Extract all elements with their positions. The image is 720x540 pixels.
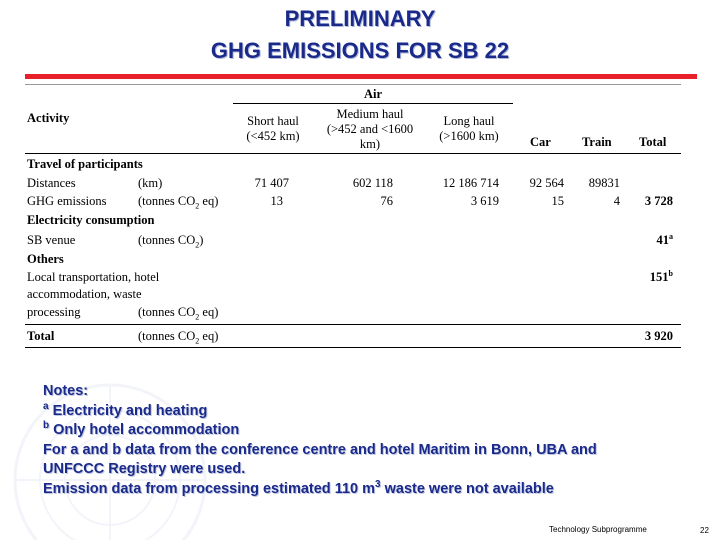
header-medium-haul-range: (>452 and <1600 xyxy=(326,122,414,136)
sb-venue-total: 41$^a$ xyxy=(656,231,673,247)
notes-block xyxy=(43,382,683,499)
header-bottom-border xyxy=(25,153,681,154)
note-waste: Emission data from processing estimated 110 $m^3$ waste were not available xyxy=(43,478,554,497)
ghg-car: 15 xyxy=(551,194,564,208)
row-total-label: Total xyxy=(27,329,55,343)
note-a: $^a$ Electricity and heating xyxy=(43,400,208,419)
row-ghg-unit: (tonnes $CO_2$ eq) xyxy=(138,194,219,211)
header-medium-haul-range2: km) xyxy=(359,137,381,151)
ghg-long: 3 619 xyxy=(470,194,499,208)
grand-total: 3 920 xyxy=(644,329,673,343)
row-total-unit: (tonnes $CO_2$ eq) xyxy=(138,329,219,346)
emissions-table xyxy=(25,84,681,348)
distances-medium: 602 118 xyxy=(352,176,393,190)
section-electricity: Electricity consumption xyxy=(27,213,155,227)
header-train: Train xyxy=(582,135,612,149)
row-ghg-label: GHG emissions xyxy=(27,194,107,208)
header-long-haul-range: (>1600 km) xyxy=(439,129,499,143)
header-activity: Activity xyxy=(27,111,70,125)
table-top-border xyxy=(25,84,681,85)
header-short-haul: Short haul xyxy=(247,114,299,128)
header-short-haul-range: (<452 km) xyxy=(246,129,300,143)
row-local-label-line3: processing xyxy=(27,305,81,319)
section-others: Others xyxy=(27,252,64,266)
notes-heading: Notes: xyxy=(43,383,89,399)
note-sources-line1: For a and b data from the conference centre and hotel Maritim in Bonn, UBA and xyxy=(43,441,597,458)
ghg-total: 3 728 xyxy=(644,194,673,208)
row-sb-venue-unit: (tonnes $CO_2$) xyxy=(138,233,204,250)
ghg-train: 4 xyxy=(613,194,620,208)
slide-title-line1: PRELIMINARY xyxy=(284,6,436,31)
slide-title-line2: GHG EMISSIONS FOR SB 22 xyxy=(210,38,510,63)
header-car: Car xyxy=(530,135,551,149)
note-b: $^b$ Only hotel accommodation xyxy=(43,420,240,438)
page-number: 22 xyxy=(700,526,709,535)
distances-car: 92 564 xyxy=(529,176,564,190)
table-bottom-border xyxy=(25,347,681,348)
ghg-short: 13 xyxy=(270,194,283,208)
header-air: Air xyxy=(363,87,383,101)
distances-train: 89831 xyxy=(588,176,620,190)
header-medium-haul: Medium haul xyxy=(336,107,404,121)
section-travel: Travel of participants xyxy=(27,157,143,171)
row-local-label-line2: accommodation, waste xyxy=(27,287,142,301)
footer-programme: Technology Subprogramme xyxy=(549,525,647,534)
row-local-unit: (tonnes $CO_2$ eq) xyxy=(138,305,219,322)
ghg-medium: 76 xyxy=(380,194,393,208)
air-underline xyxy=(233,103,513,104)
title-rule xyxy=(25,74,697,79)
row-distances-label: Distances xyxy=(27,176,76,190)
distances-long: 12 186 714 xyxy=(442,176,499,190)
total-row-top-border xyxy=(25,324,681,325)
note-sources-line2: UNFCCC Registry were used. xyxy=(43,461,246,477)
row-distances-unit: (km) xyxy=(138,176,163,190)
row-sb-venue-label: SB venue xyxy=(27,233,76,247)
header-total: Total xyxy=(639,135,667,149)
row-local-label-line1: Local transportation, hotel xyxy=(27,270,160,284)
header-long-haul: Long haul xyxy=(443,114,495,128)
local-total: 151$^b$ xyxy=(649,268,673,284)
distances-short: 71 407 xyxy=(254,176,289,190)
